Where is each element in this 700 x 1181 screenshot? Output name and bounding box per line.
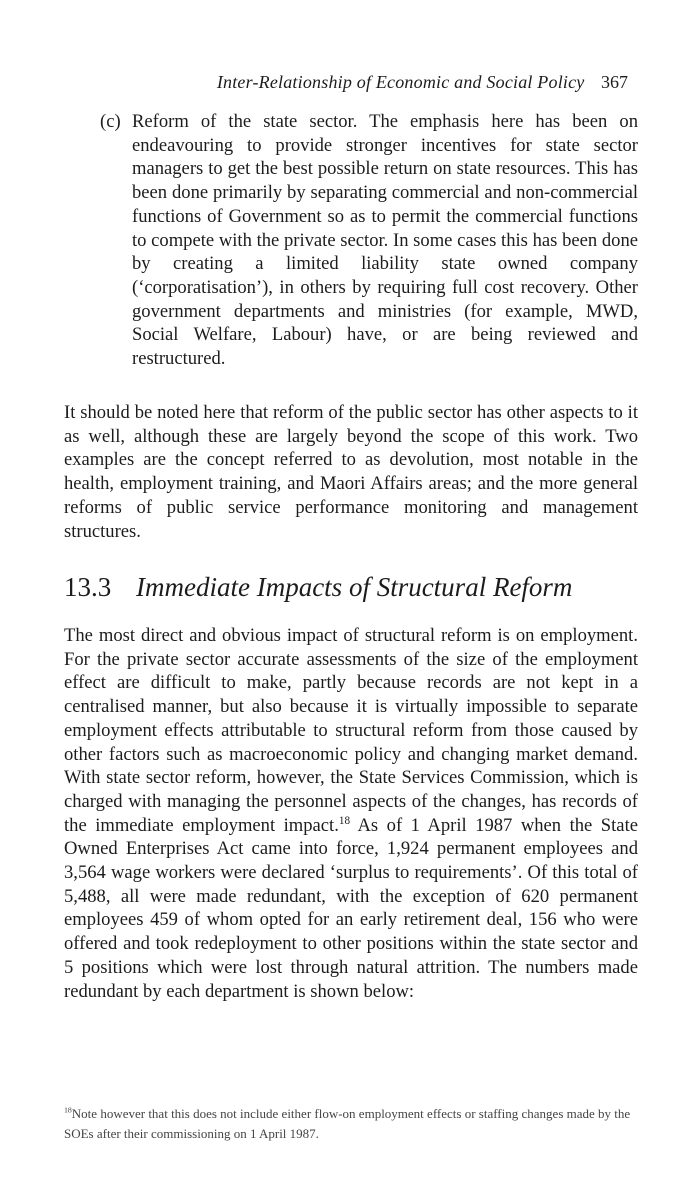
running-title: Inter-Relationship of Economic and Social Policy — [216, 72, 585, 92]
running-header — [217, 72, 628, 93]
footnote-reference[interactable]: 18 — [338, 814, 351, 827]
footnote — [64, 1104, 638, 1144]
page-number: 367 — [601, 72, 628, 92]
paragraph-employment-impact — [64, 624, 638, 1003]
section-heading — [64, 572, 572, 603]
list-item-label: (c) — [100, 111, 121, 132]
list-item-c — [64, 110, 638, 371]
section-number: 13.3 — [64, 572, 112, 602]
section-title: Immediate Impacts of Structural Reform — [136, 572, 573, 602]
paragraph-text-after-ref: As of 1 April 1987 when the State Owned Enterprises Act came into force, 1,924 permanent employees and 3,564 wage workers were declared ‘surplus to requirements’. Of this total of 5,488, all were made redundant, with the exception of 620 permanent employees 459 of whom opted for an early retirement deal, 156 who were offered and took redeployment to other positions within the state sector and 5 positions which were lost through natural attrition. The numbers made redundant by each department is shown below: — [64, 814, 638, 1002]
footnote-text: Note however that this does not include either flow-on employment effects or staffing changes made by the SOEs after their commissioning on 1 April 1987. — [64, 1106, 631, 1141]
footnote-number: 18 — [64, 1105, 72, 1115]
paragraph-text-before-ref: The most direct and obvious impact of structural reform is on employment. For the private sector accurate assessments of the size of the employment effect are difficult to make, partly because records are not kept in a centralised manner, but also because it is virtually impossible to separate employment effects attributable to structural reform from those caused by other factors such as macroeconomic policy and changing market demand. With state sector reform, however, the State Services Commission, which is charged with managing the personnel aspects of the changes, has records of the immediate employment impact. — [64, 625, 638, 836]
list-item-text: Reform of the state sector. The emphasis here has been on endeavouring to provide stronger incentives for state sector managers to get the best possible return on state resources. This has been done primarily by separating commercial and non-commercial functions of Government so as to permit the commercial functions to compete with the private sector. In some cases this has been done by creating a limited liability state owned company (‘corporatisation’), in others by requiring full cost recovery. Other government departments and ministries (for example, MWD, Social Welfare, Labour) have, or are being reviewed and restructured. — [132, 111, 638, 370]
paragraph-public-sector-reform: It should be noted here that reform of the public sector has other aspects to it as well, although these are largely beyond the scope of this work. Two examples are the concept referred to as devolution, most notable in the health, employment training, and Maori Affairs areas; and the more general reforms of public service performance monitoring and management structures. — [64, 402, 638, 542]
